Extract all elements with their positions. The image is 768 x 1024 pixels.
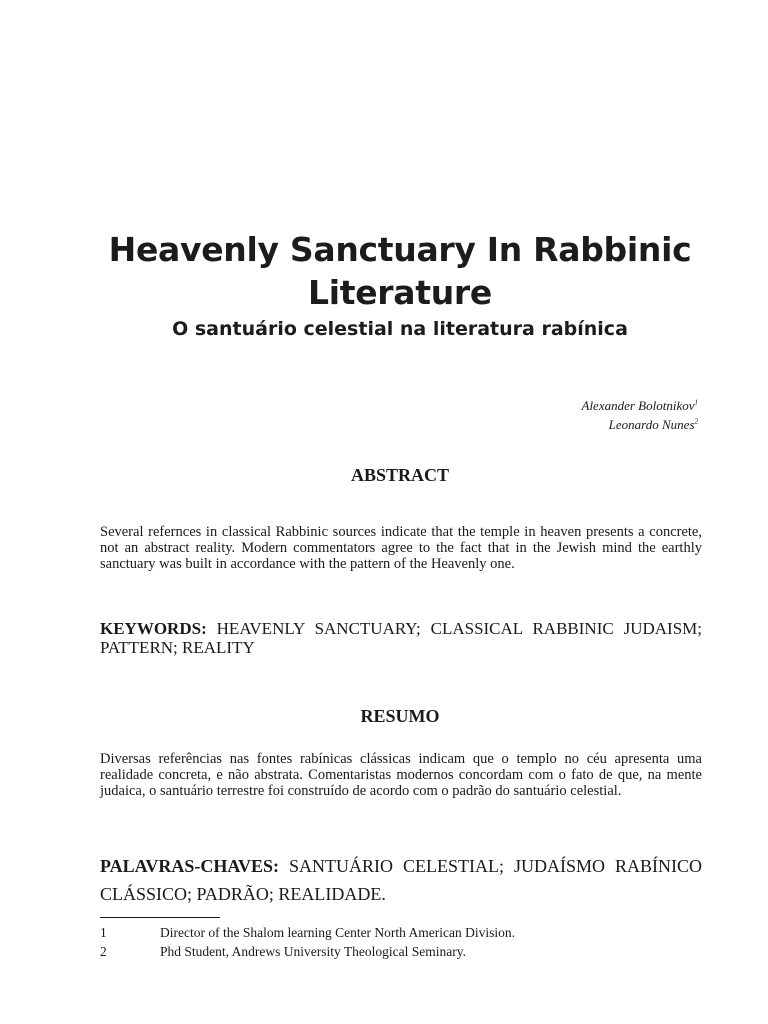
paper-title-line-2: Literature [308,273,492,312]
author-1 [398,396,698,416]
keywords-text: HEAVENLY SANCTUARY; CLASSICAL RABBINIC JUDAISM; PATTERN; REALITY [100,619,703,657]
footnote-2-text: Phd Student, Andrews University Theological Seminary. [160,944,466,959]
resumo-body: Diversas referências nas fontes rabínicas clássicas indicam que o templo no céu apresenta uma realidade concreta, e não abstrata. Comentaristas modernos concordam com o fato de que, na mente judaica, o santuário terrestre foi construído de acordo com o padrão do santuário celestial. [100,751,702,799]
footnote-1-text: Director of the Shalom learning Center North American Division. [160,925,516,940]
paper-subtitle: O santuário celestial na literatura rabínica [172,318,628,340]
palavras-chaves-label: PALAVRAS-CHAVES: [100,856,280,876]
palavras-chaves [100,852,702,908]
author-2-name: Leonardo Nunes [608,417,695,432]
keywords [100,619,702,657]
paper-title-line-1: Heavenly Sanctuary In Rabbinic [108,230,692,269]
author-1-name: Alexander Bolotnikov [581,398,695,413]
footnote-divider [100,917,220,918]
footnote-2-number: 2 [100,944,107,959]
author-2-footnote-mark: 2 [694,417,698,426]
author-1-footnote-mark: 1 [694,398,698,407]
abstract-body: Several refernces in classical Rabbinic sources indicate that the temple in heaven presents a concrete, not an abstract reality. Modern commentators agree to the fact that in the Jewish mind the earthly sanctuary was built in accordance with the pattern of the Heavenly one. [100,524,702,572]
paper-title [100,228,700,314]
palavras-chaves-text: SANTUÁRIO CELESTIAL; JUDAÍSMO RABÍNICO CLÁSSICO; PADRÃO; REALIDADE. [100,856,702,904]
footnote-1-number: 1 [100,925,107,940]
abstract-heading: ABSTRACT [350,465,450,485]
keywords-label: KEYWORDS: [100,619,207,638]
resumo-heading: RESUMO [360,706,440,726]
author-2 [398,415,698,435]
